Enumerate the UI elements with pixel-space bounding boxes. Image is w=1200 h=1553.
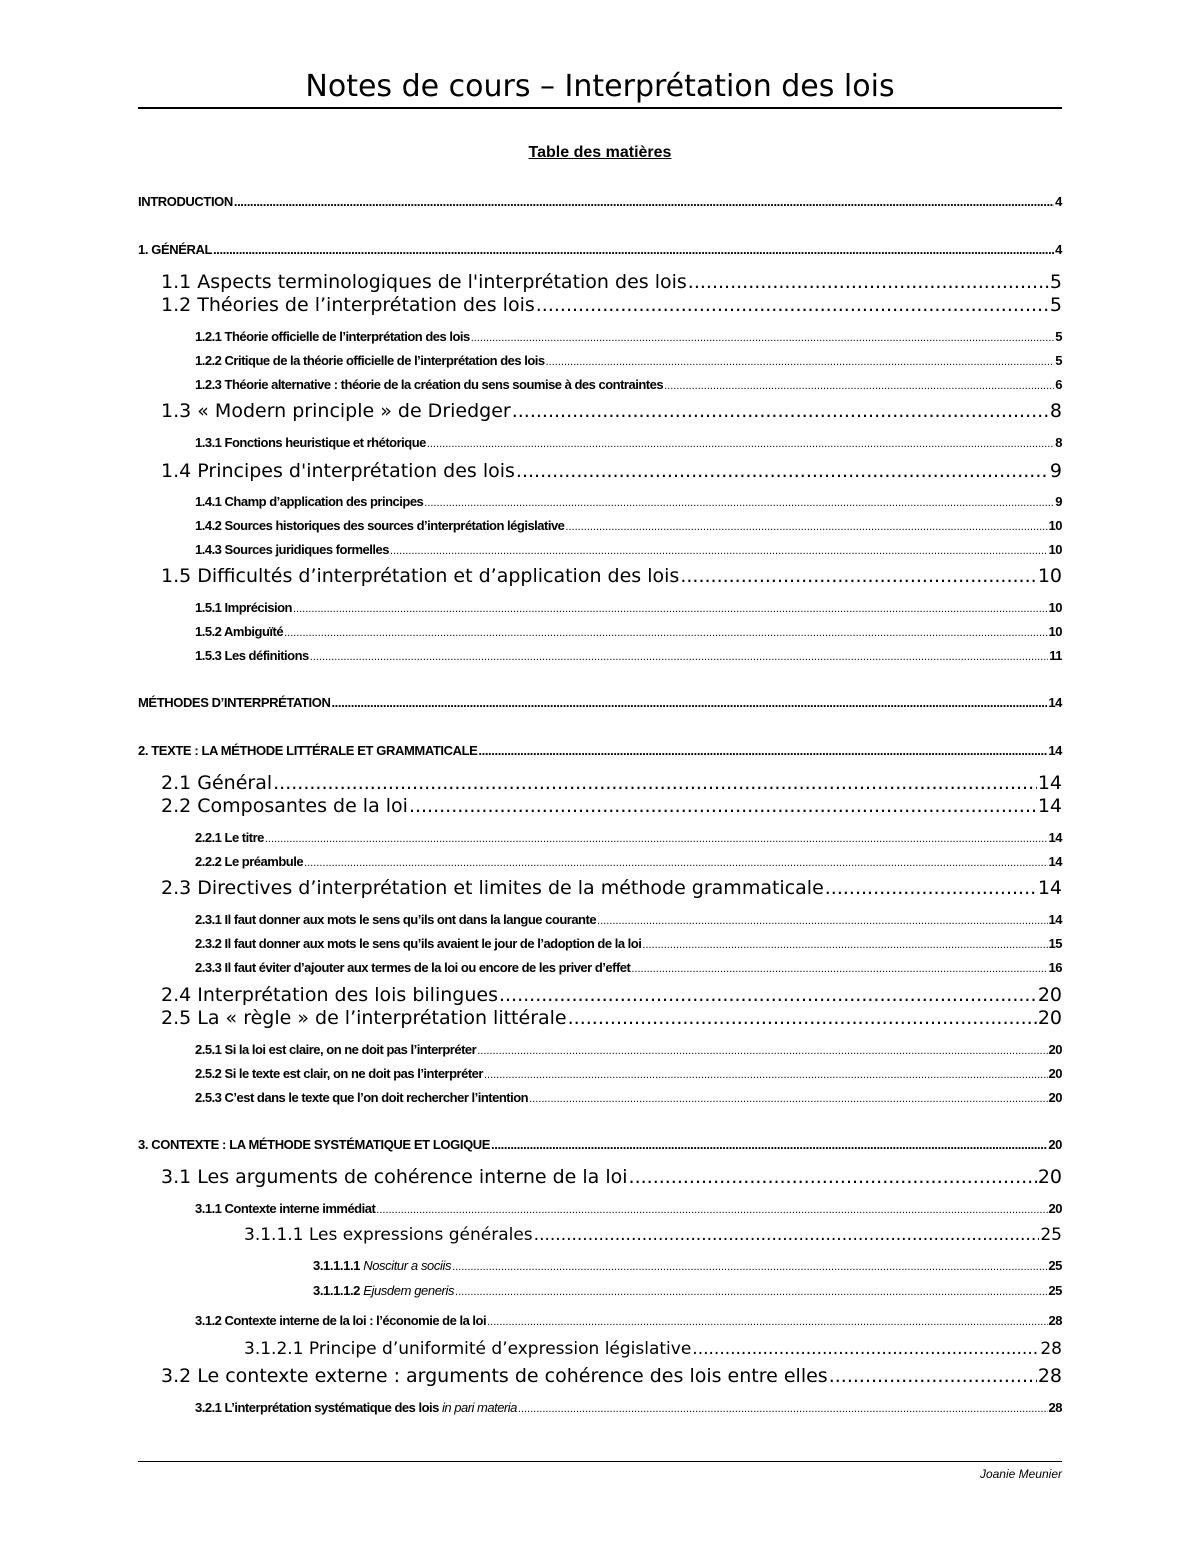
toc-entry-label: 1. GÉNÉRAL (138, 242, 213, 257)
toc-entry-label-italic: Ejusdem generis (363, 1283, 455, 1298)
toc-leader-dots (310, 648, 1048, 666)
toc-entry-label: 2.3.1 Il faut donner aux mots le sens qu’ils ont dans la langue courante (195, 912, 597, 927)
toc-page-number: 6 (1055, 377, 1062, 392)
toc-entry-label: 1.2.1 Théorie officielle de l’interprétation des lois (195, 329, 470, 344)
toc-leader-dots (427, 435, 1054, 453)
toc-page-number: 20 (1037, 1166, 1062, 1188)
toc-entry[interactable] (195, 1065, 1062, 1084)
toc-page-number: 20 (1048, 1137, 1062, 1152)
toc-leader-dots (491, 1136, 1047, 1154)
toc-page-number: 28 (1037, 1365, 1062, 1387)
toc-page-number: 14 (1048, 912, 1062, 927)
toc-page-number: 11 (1049, 648, 1062, 663)
toc-entry[interactable] (195, 829, 1062, 848)
toc-leader-dots (597, 912, 1047, 930)
toc-leader-dots (512, 400, 1049, 423)
toc-entry[interactable] (161, 565, 1062, 588)
toc-page-number: 20 (1048, 1201, 1062, 1216)
toc-page-number: 16 (1048, 960, 1062, 975)
toc-entry-label: 2.5.3 C’est dans le texte que l’on doit rechercher l’intention (195, 1090, 529, 1105)
toc-entry-label: 3.1.1.1.1 Noscitur a sociis (313, 1258, 452, 1273)
toc-page-number: 5 (1049, 271, 1062, 293)
toc-entry[interactable] (195, 599, 1062, 618)
toc-entry[interactable] (244, 1338, 1062, 1360)
toc-page-number: 4 (1055, 194, 1062, 209)
toc-leader-dots (568, 1007, 1037, 1030)
toc-entry[interactable] (161, 460, 1062, 483)
toc-entry[interactable] (195, 623, 1062, 642)
toc-entry[interactable] (161, 795, 1062, 818)
toc-leader-dots (284, 624, 1047, 642)
toc-leader-dots (565, 518, 1047, 536)
toc-entry-label: 2.3.3 Il faut éviter d’ajouter aux termes de la loi ou encore de les priver d’effet (195, 960, 631, 975)
title-rule (138, 107, 1062, 109)
toc-leader-dots (829, 1365, 1037, 1388)
toc-entry[interactable] (161, 294, 1062, 317)
toc-page-number: 20 (1048, 1066, 1062, 1081)
toc-entry[interactable] (195, 1089, 1062, 1108)
toc-page-number: 14 (1048, 743, 1062, 758)
toc-entry[interactable] (195, 493, 1062, 512)
toc-leader-dots (516, 460, 1049, 483)
toc-leader-dots (452, 1258, 1047, 1276)
toc-entry-label: 1.4.2 Sources historiques des sources d’interprétation législative (195, 518, 565, 533)
toc-entry-label: 1.5.1 Imprécision (195, 600, 292, 615)
toc-entry-label: 2.2 Composantes de la loi (161, 795, 408, 817)
toc-entry[interactable] (161, 1365, 1062, 1388)
toc-entry-label: 1.1 Aspects terminologiques de l'interprétation des lois (161, 271, 687, 293)
toc-entry[interactable] (195, 1200, 1062, 1219)
toc-page-number: 20 (1048, 1090, 1062, 1105)
toc-leader-dots (631, 960, 1047, 978)
toc-page-number: 5 (1049, 294, 1062, 316)
toc-page-number: 14 (1037, 795, 1062, 817)
toc-entry[interactable] (195, 352, 1062, 371)
toc-page-number: 28 (1048, 1400, 1062, 1415)
toc-page-number: 4 (1055, 242, 1062, 257)
toc-page-number: 20 (1048, 1042, 1062, 1057)
toc-leader-dots (234, 193, 1054, 211)
toc-page-number: 5 (1055, 353, 1062, 368)
toc-entry[interactable] (195, 911, 1062, 930)
toc-leader-dots (688, 271, 1049, 294)
toc-entry-label: 1.3 « Modern principle » de Driedger (161, 400, 511, 422)
toc-entry[interactable] (195, 935, 1062, 954)
toc-leader-dots (825, 877, 1037, 900)
toc-page-number: 14 (1048, 830, 1062, 845)
toc-entry-label: 2.3 Directives d’interprétation et limites de la méthode grammaticale (161, 877, 824, 899)
toc-page-number: 15 (1048, 936, 1062, 951)
toc-page-number: 10 (1048, 624, 1062, 639)
toc-entry-label: 1.5 Difficultés d’interprétation et d’application des lois (161, 565, 680, 587)
toc-entry-label: 2.3.2 Il faut donner aux mots le sens qu’ils avaient le jour de l’adoption de la loi (195, 936, 642, 951)
document-title: Notes de cours – Interprétation des lois (305, 69, 895, 104)
toc-entry-label: 3.1.2.1 Principe d’uniformité d’expression législative (244, 1339, 692, 1359)
toc-page-number: 20 (1037, 984, 1062, 1006)
toc-page-number: 8 (1049, 400, 1062, 422)
toc-leader-dots (529, 1090, 1047, 1108)
toc-leader-dots (293, 600, 1048, 618)
toc-leader-dots (534, 1224, 1040, 1246)
toc-entry-label: 1.4.1 Champ d’application des principes (195, 494, 424, 509)
toc-entry-label: 1.3.1 Fonctions heuristique et rhétorique (195, 435, 426, 450)
toc-leader-dots (487, 1313, 1047, 1331)
toc-entry-label: 3. CONTEXTE : LA MÉTHODE SYSTÉMATIQUE ET LOGIQUE (138, 1137, 491, 1152)
toc-page-number: 20 (1037, 1007, 1062, 1029)
toc-entry[interactable] (195, 434, 1062, 453)
toc-entry[interactable] (138, 241, 1062, 259)
toc-leader-dots (455, 1283, 1047, 1301)
toc-leader-dots (424, 494, 1054, 512)
toc-leader-dots (499, 984, 1037, 1007)
toc-page-number: 14 (1048, 854, 1062, 869)
toc-entry-label: 3.2.1 L’interprétation systématique des lois in pari materia (195, 1400, 517, 1415)
toc-entry-label: MÉTHODES D’INTERPRÉTATION (138, 695, 331, 710)
toc-page-number: 10 (1048, 542, 1062, 557)
toc-entry[interactable] (161, 877, 1062, 900)
toc-leader-dots (409, 795, 1037, 818)
toc-leader-dots (265, 830, 1048, 848)
toc-entry-label: 2.2.1 Le titre (195, 830, 264, 845)
toc-entry-label: 3.1.1.1 Les expressions générales (244, 1225, 533, 1245)
toc-entry[interactable] (244, 1224, 1062, 1246)
toc-entry[interactable] (313, 1257, 1062, 1276)
toc-entry-label: 1.2 Théories de l’interprétation des lois (161, 294, 535, 316)
toc-entry-label: 3.1.1 Contexte interne immédiat (195, 1201, 376, 1216)
toc-entry[interactable] (195, 376, 1062, 395)
toc-entry[interactable] (138, 1136, 1062, 1154)
toc-entry-label: 2.5.2 Si le texte est clair, on ne doit pas l’interpréter (195, 1066, 483, 1081)
toc-leader-dots (642, 936, 1047, 954)
toc-page-number: 25 (1040, 1225, 1062, 1245)
toc-page-number: 5 (1055, 329, 1062, 344)
toc-page-number: 28 (1048, 1313, 1062, 1328)
toc-entry-label: INTRODUCTION (138, 194, 233, 209)
toc-entry-label: 2.1 Général (161, 772, 273, 794)
toc-leader-dots (680, 565, 1036, 588)
toc-leader-dots (478, 742, 1047, 760)
toc-entry-label: 3.1.1.1.2 Ejusdem generis (313, 1283, 455, 1298)
toc-entry[interactable] (161, 400, 1062, 423)
toc-entry[interactable] (195, 328, 1062, 347)
toc-entry-label-italic: in pari materia (442, 1400, 517, 1415)
toc-entry-label: 3.2 Le contexte externe : arguments de cohérence des lois entre elles (161, 1365, 828, 1387)
toc-page-number: 10 (1048, 518, 1062, 533)
toc-entry[interactable] (195, 541, 1062, 560)
toc-entry-label: 1.4 Principes d'interprétation des lois (161, 460, 515, 482)
toc-leader-dots (213, 241, 1054, 259)
toc-page-number: 28 (1040, 1339, 1062, 1359)
toc-entry[interactable] (195, 1399, 1062, 1418)
toc-leader-dots (390, 542, 1048, 560)
toc-entry-label: 2.5 La « règle » de l’interprétation littérale (161, 1007, 567, 1029)
toc-entry[interactable] (195, 1041, 1062, 1060)
toc-entry-label: 2.5.1 Si la loi est claire, on ne doit pas l’interpréter (195, 1042, 477, 1057)
toc-leader-dots (331, 694, 1047, 712)
toc-page-number: 9 (1049, 460, 1062, 482)
toc-page-number: 25 (1048, 1258, 1062, 1273)
toc-entry[interactable] (138, 193, 1062, 211)
toc-entry[interactable] (195, 517, 1062, 536)
toc-leader-dots (692, 1338, 1039, 1360)
toc-page-number: 8 (1055, 435, 1062, 450)
toc-page-number: 14 (1048, 695, 1062, 710)
toc-entry[interactable] (138, 742, 1062, 760)
toc-page-number: 25 (1048, 1283, 1062, 1298)
toc-leader-dots (304, 854, 1047, 872)
toc-leader-dots (536, 294, 1049, 317)
toc-entry-label: 1.2.2 Critique de la théorie officielle de l’interprétation des lois (195, 353, 545, 368)
toc-entry-label: 3.1 Les arguments de cohérence interne de la loi (161, 1166, 628, 1188)
toc-entry[interactable] (313, 1282, 1062, 1301)
toc-leader-dots (518, 1400, 1048, 1418)
toc-entry-label: 3.1.2 Contexte interne de la loi : l’économie de la loi (195, 1313, 487, 1328)
toc-entry[interactable] (195, 959, 1062, 978)
toc-heading: Table des matières (528, 144, 672, 161)
toc-entry[interactable] (161, 1166, 1062, 1189)
toc-entry-label: 1.2.3 Théorie alternative : théorie de la création du sens soumise à des contraintes (195, 377, 664, 392)
toc-entry-label: 2.2.2 Le préambule (195, 854, 304, 869)
footer-rule (138, 1461, 1062, 1462)
toc-entry[interactable] (161, 772, 1062, 795)
toc-leader-dots (471, 329, 1055, 347)
toc-entry[interactable] (138, 694, 1062, 712)
toc-page-number: 10 (1037, 565, 1062, 587)
toc-page-number: 14 (1037, 772, 1062, 794)
toc-entry-label: 1.5.3 Les définitions (195, 648, 309, 663)
toc-entry-label: 2.4 Interprétation des lois bilingues (161, 984, 498, 1006)
toc-entry[interactable] (195, 647, 1062, 666)
toc-entry[interactable] (195, 853, 1062, 872)
toc-leader-dots (477, 1042, 1047, 1060)
toc-page-number: 9 (1055, 494, 1062, 509)
toc-page-number: 14 (1037, 877, 1062, 899)
toc-entry-label: 2. TEXTE : LA MÉTHODE LITTÉRALE ET GRAMMATICALE (138, 743, 478, 758)
toc-entry[interactable] (161, 1007, 1062, 1030)
toc-entry[interactable] (161, 271, 1062, 294)
toc-entry-label: 1.5.2 Ambiguïté (195, 624, 284, 639)
toc-entry[interactable] (195, 1312, 1062, 1331)
toc-entry-label-italic: Noscitur a sociis (363, 1258, 452, 1273)
toc-entry[interactable] (161, 984, 1062, 1007)
toc-leader-dots (376, 1201, 1047, 1219)
toc-leader-dots (484, 1066, 1048, 1084)
toc-page-number: 10 (1048, 600, 1062, 615)
footer-author: Joanie Meunier (979, 1467, 1062, 1481)
toc-leader-dots (664, 377, 1054, 395)
toc-leader-dots (629, 1166, 1037, 1189)
toc-leader-dots (546, 353, 1055, 371)
toc-entry-label: 1.4.3 Sources juridiques formelles (195, 542, 389, 557)
toc-leader-dots (273, 772, 1037, 795)
